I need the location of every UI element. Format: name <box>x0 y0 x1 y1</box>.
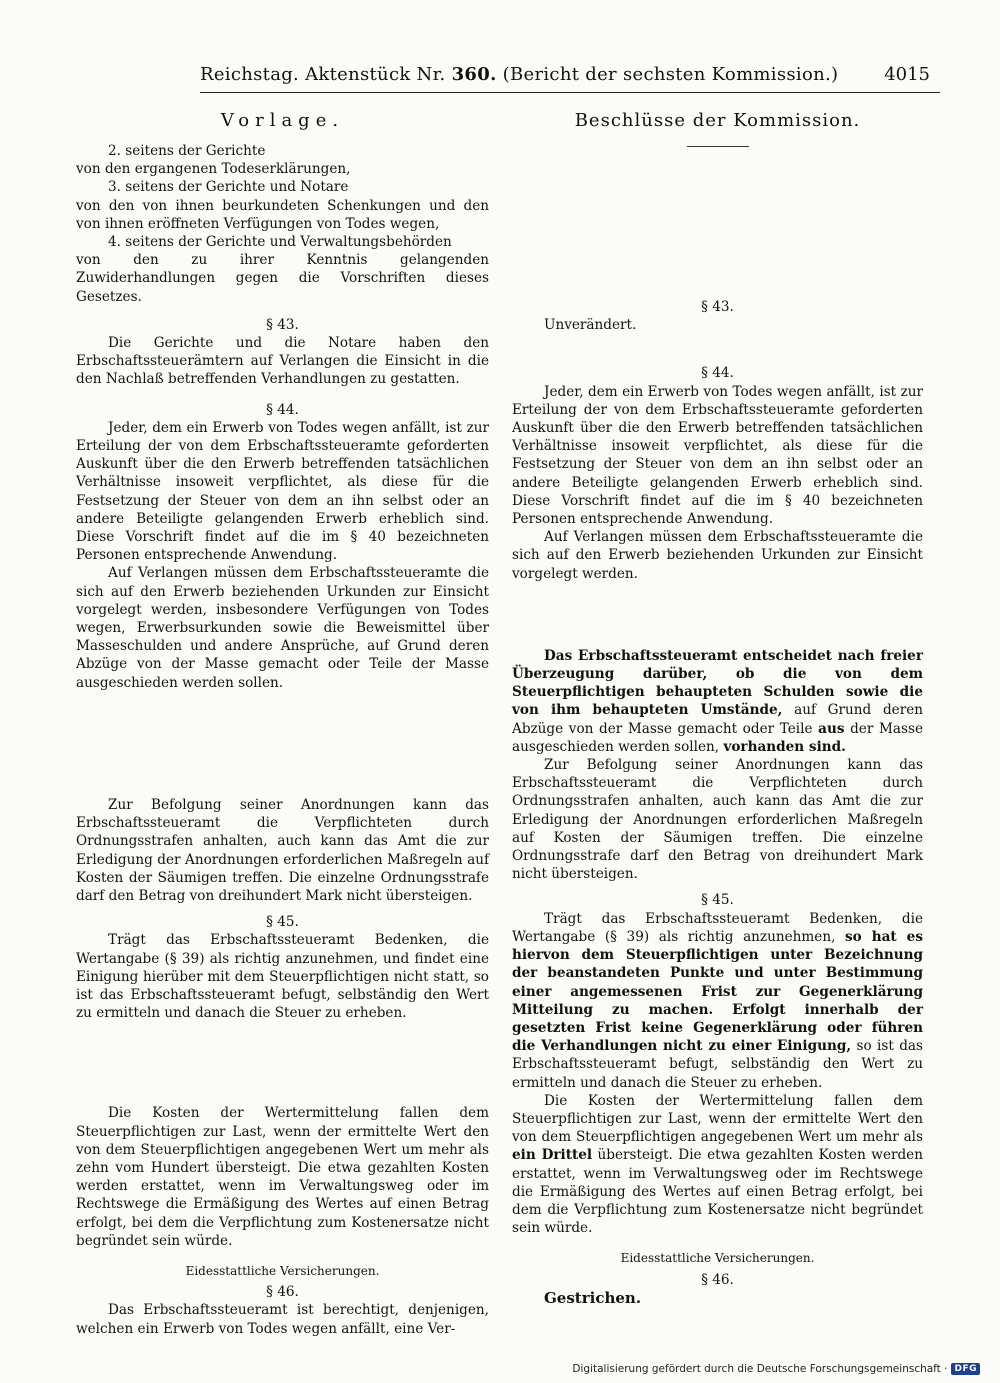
section-43-text: Die Gerichte und die Notare haben den Erbschaftssteuerämtern auf Verlangen die Einsicht in die den Nachlaß betreffenden Verhandlungen zu gestatten. <box>76 335 489 388</box>
section-44-paragraph-1: Jeder, dem ein Erwerb von Todes wegen anfällt, ist zur Erteilung der von dem Erbschaftssteueramte geforderten Auskunft über die den Erwerb betreffenden tatsächlichen Verhältnisse insoweit verpflichtet, als diese für die Festsetzung der Steuer von dem an ihn selbst oder an andere Beteiligte gelangenden Erwerb erheblich sind. Diese Vorschrift findet auf die im § 40 bezeichneten Personen entsprechende Anwendung. <box>76 419 489 564</box>
section-44-title: § 44. <box>701 365 734 382</box>
page-header <box>200 62 940 93</box>
intro-line: von den von ihnen beurkundeten Schenkungen und den von ihnen eröffneten Verfügungen von Todes wegen, <box>76 197 489 232</box>
section-45-title: § 45. <box>266 914 299 931</box>
section-44-paragraph-3: Zur Befolgung seiner Anordnungen kann das Erbschaftssteueramt die Verpflichteten durch Ordnungsstrafen anhalten, auch kann das Amt die zur Erledigung der Anordnungen erforderlichen Maßregeln auf Kosten der Säumigen treffen. Die einzelne Ordnungsstrafe darf den Betrag von dreihundert Mark nicht übersteigen. <box>76 796 489 904</box>
section-45-title: § 45. <box>701 892 734 909</box>
text-run: so ist das Erbschaftssteueramt befugt, selbständig den Wert zu ermitteln und danach die Steuer zu erheben. <box>512 1038 923 1091</box>
spacer <box>512 583 923 647</box>
section-43-title: § 43. <box>266 316 299 333</box>
spacer <box>512 147 923 295</box>
section-44-paragraph-3 <box>512 647 923 756</box>
header-title <box>200 64 838 85</box>
section-44-paragraph-2: Auf Verlangen müssen dem Erbschaftssteueramte die sich auf den Erwerb beziehenden Urkunden zur Einsicht vorgelegt werden. <box>512 529 923 582</box>
dfg-logo-icon: DFG <box>951 1363 980 1375</box>
eidesstattliche-heading: Eidesstattliche Versicherungen. <box>620 1251 815 1266</box>
intro-line: von den ergangenen Todeserklärungen, <box>76 161 351 178</box>
eidesstattliche-heading: Eidesstattliche Versicherungen. <box>185 1263 380 1278</box>
text-run: Trägt das Erbschaftssteueramt Bedenken, die Wertangabe (§ 39) als richtig anzunehmen, <box>512 910 923 945</box>
section-46-text: Gestrichen. <box>544 1288 642 1307</box>
text-run: auf Grund deren Abzüge von der Masse gemacht oder Teile <box>512 702 924 737</box>
intro-item-2: 2. seitens der Gerichte <box>108 143 266 159</box>
section-44-paragraph-4: Zur Befolgung seiner Anordnungen kann das Erbschaftssteueramt die Verpflichteten durch Ordnungsstrafen anhalten, auch kann das Amt die zur Erledigung der Anordnungen erforderlichen Maßregeln auf Kosten der Säumigen treffen. Die einzelne Ordnungsstrafe darf den Betrag von dreihundert Mark nicht übersteigen. <box>512 757 923 883</box>
section-45-paragraph-2: Die Kosten der Wertermittelung fallen dem Steuerpflichtigen zur Last, wenn der ermittelte Wert den von dem Steuerpflichtigen angegebenen Wert um mehr als zehn vom Hundert übersteigt. Die etwa gezahlten Kosten werden erstattet, wenn im Verwaltungsweg oder im Rechtswege die Ermäßigung des Wertes auf einen Betrag erfolgt, bei dem die Verpflichtung zum Kostenersatze nicht begründet sein würde. <box>76 1105 489 1249</box>
footer-text: Digitalisierung gefördert durch die Deutsche Forschungsgemeinschaft · <box>572 1363 948 1375</box>
bold-insert: Das Erbschaftssteueramt entscheidet nach freier Überzeugung darüber, ob die von dem Steuerpflichtigen behaupteten Schulden sowie die von ihm behaupteten Umstände, <box>512 647 923 719</box>
page-number: 4015 <box>884 64 930 85</box>
section-45-paragraph-1: Trägt das Erbschaftssteueramt Bedenken, die Wertangabe (§ 39) als richtig anzunehmen, und findet eine Einigung hierüber mit dem Steuerpflichtigen nicht statt, so ist das Erbschaftssteueramt befugt, selbständig den Wert zu ermitteln und danach die Steuer zu erheben. <box>76 932 489 1022</box>
page-footer <box>572 1363 980 1375</box>
bold-insert: ein Drittel <box>512 1147 593 1164</box>
spacer <box>76 1022 489 1104</box>
document-number: 360. <box>451 64 497 85</box>
text-run: übersteigt. Die etwa gezahlten Kosten werden erstattet, wenn im Verwaltungsweg oder im Rechtswege die Ermäßigung des Wertes auf einen Betrag erfolgt, bei dem die Verpflichtung zum Kostenersatze nicht begründet sein würde. <box>512 1147 923 1237</box>
spacer <box>76 692 489 796</box>
left-column-vorlage <box>76 106 489 1338</box>
section-43-text: Unverändert. <box>544 317 637 334</box>
left-column-heading: Vorlage. <box>220 110 345 131</box>
right-column-beschluesse <box>512 106 923 1307</box>
header-title-text: Reichstag. Aktenstück Nr. <box>200 64 446 85</box>
bold-insert: so hat es hiervon dem Steuerpflichtigen unter Bezeichnung der beanstandeten Punkte und unter Bestimmung einer angemessenen Frist zur Gegenerklärung Mitteilung zu machen. Erfolgt innerhalb der gesetzten Frist keine Gegenerklärung oder führen die Verhandlungen nicht zu einer Einigung, <box>512 928 923 1055</box>
header-subtitle: (Bericht der sechsten Kommission.) <box>502 64 839 85</box>
section-46-title: § 46. <box>701 1271 734 1288</box>
section-46-text: Das Erbschaftssteueramt ist berechtigt, denjenigen, welchen ein Erwerb von Todes wegen anfällt, eine Ver- <box>76 1302 489 1337</box>
bold-insert: vorhanden sind. <box>723 738 846 755</box>
section-43-title: § 43. <box>701 299 734 315</box>
intro-item-4: 4. seitens der Gerichte und Verwaltungsbehörden <box>108 234 452 251</box>
section-45-paragraph-1 <box>512 910 923 1092</box>
section-46-title: § 46. <box>266 1284 299 1301</box>
intro-line: von den zu ihrer Kenntnis gelangenden Zuwiderhandlungen gegen die Vorschriften dieses Gesetzes. <box>76 252 489 305</box>
intro-item-3: 3. seitens der Gerichte und Notare <box>108 179 349 196</box>
section-44-paragraph-1: Jeder, dem ein Erwerb von Todes wegen anfällt, ist zur Erteilung der von dem Erbschaftssteueramte geforderten Auskunft über die den Erwerb betreffenden tatsächlichen Verhältnisse insoweit verpflichtet, als diese für die Festsetzung der Steuer von dem an ihn selbst oder an andere Beteiligte gelangenden Erwerb erheblich sind. Diese Vorschrift findet auf die im § 40 bezeichneten Personen entsprechende Anwendung. <box>512 383 923 528</box>
section-45-paragraph-2 <box>512 1092 923 1238</box>
text-run: Die Kosten der Wertermittelung fallen dem Steuerpflichtigen zur Last, wenn der ermittelte Wert den von dem Steuerpflichtigen angegebenen Wert um mehr als <box>512 1092 923 1146</box>
bold-insert: aus <box>818 720 845 737</box>
text-run: der Masse ausgeschieden werden sollen, <box>512 720 923 755</box>
section-44-title: § 44. <box>266 401 299 418</box>
section-44-paragraph-2: Auf Verlangen müssen dem Erbschaftssteueramte die sich auf den Erwerb beziehenden Urkunden zur Einsicht vorgelegt werden, insbesondere Verfügungen von Todes wegen, Erwerbsurkunden sowie die Beweismittel über Masseschulden und andere Ansprüche, auf Grund deren Abzüge von der Masse gemacht oder Teile der Masse ausgeschieden werden sollen. <box>76 565 489 691</box>
right-column-heading: Beschlüsse der Kommission. <box>574 110 861 131</box>
